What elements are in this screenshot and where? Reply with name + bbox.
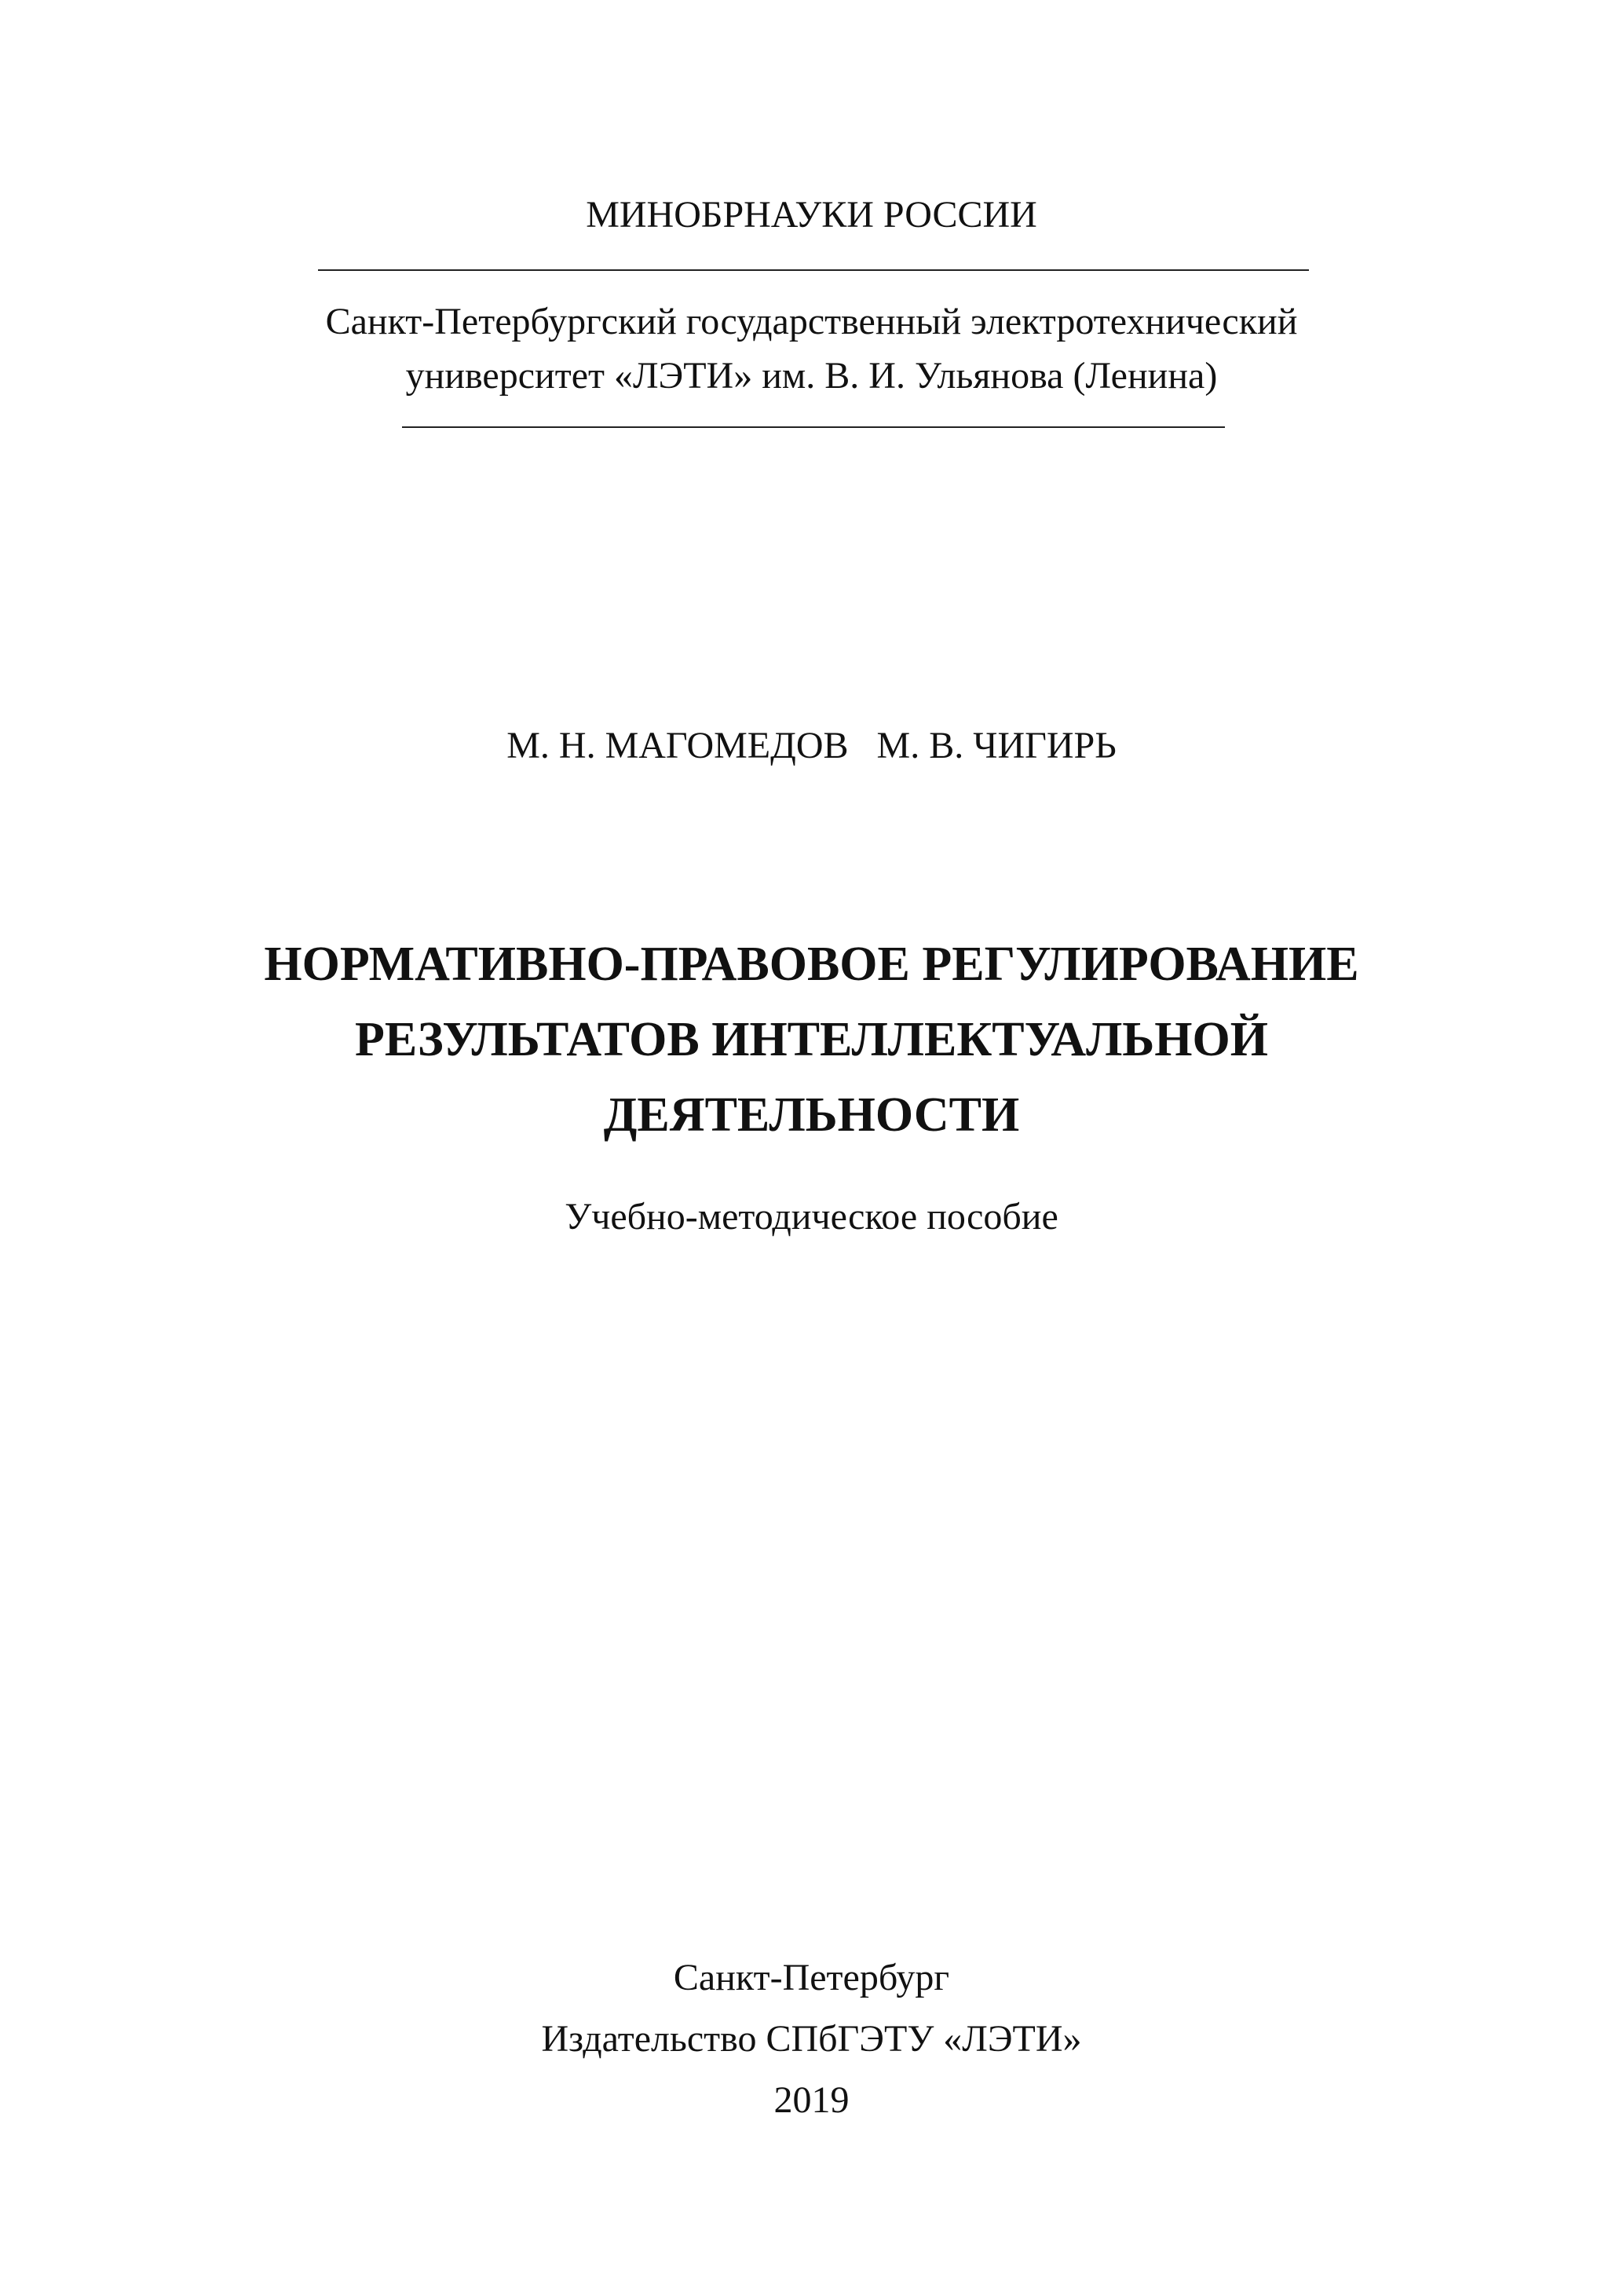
- book-title-line-2: РЕЗУЛЬТАТОВ ИНТЕЛЛЕКТУАЛЬНОЙ: [355, 1013, 1268, 1066]
- imprint-year: 2019: [773, 2079, 850, 2121]
- top-divider: [318, 269, 1309, 271]
- publication-type: Учебно-методическое пособие: [565, 1196, 1058, 1238]
- university-divider: [402, 426, 1225, 428]
- university-name-line-2: университет «ЛЭТИ» им. В. И. Ульянова (Ленина): [405, 355, 1218, 397]
- imprint-publisher: Издательство СПбГЭТУ «ЛЭТИ»: [541, 2018, 1082, 2060]
- book-title-line-1: НОРМАТИВНО-ПРАВОВОЕ РЕГУЛИРОВАНИЕ: [264, 938, 1359, 991]
- university-name-line-1: Санкт-Петербургский государственный электротехнический: [325, 301, 1298, 342]
- authors: М. Н. МАГОМЕДОВ М. В. ЧИГИРЬ: [506, 725, 1117, 766]
- imprint-city: Санкт-Петербург: [673, 1957, 950, 1998]
- book-title-line-3: ДЕЯТЕЛЬНОСТИ: [603, 1088, 1020, 1142]
- ministry-name: МИНОБРНАУКИ РОССИИ: [586, 194, 1037, 236]
